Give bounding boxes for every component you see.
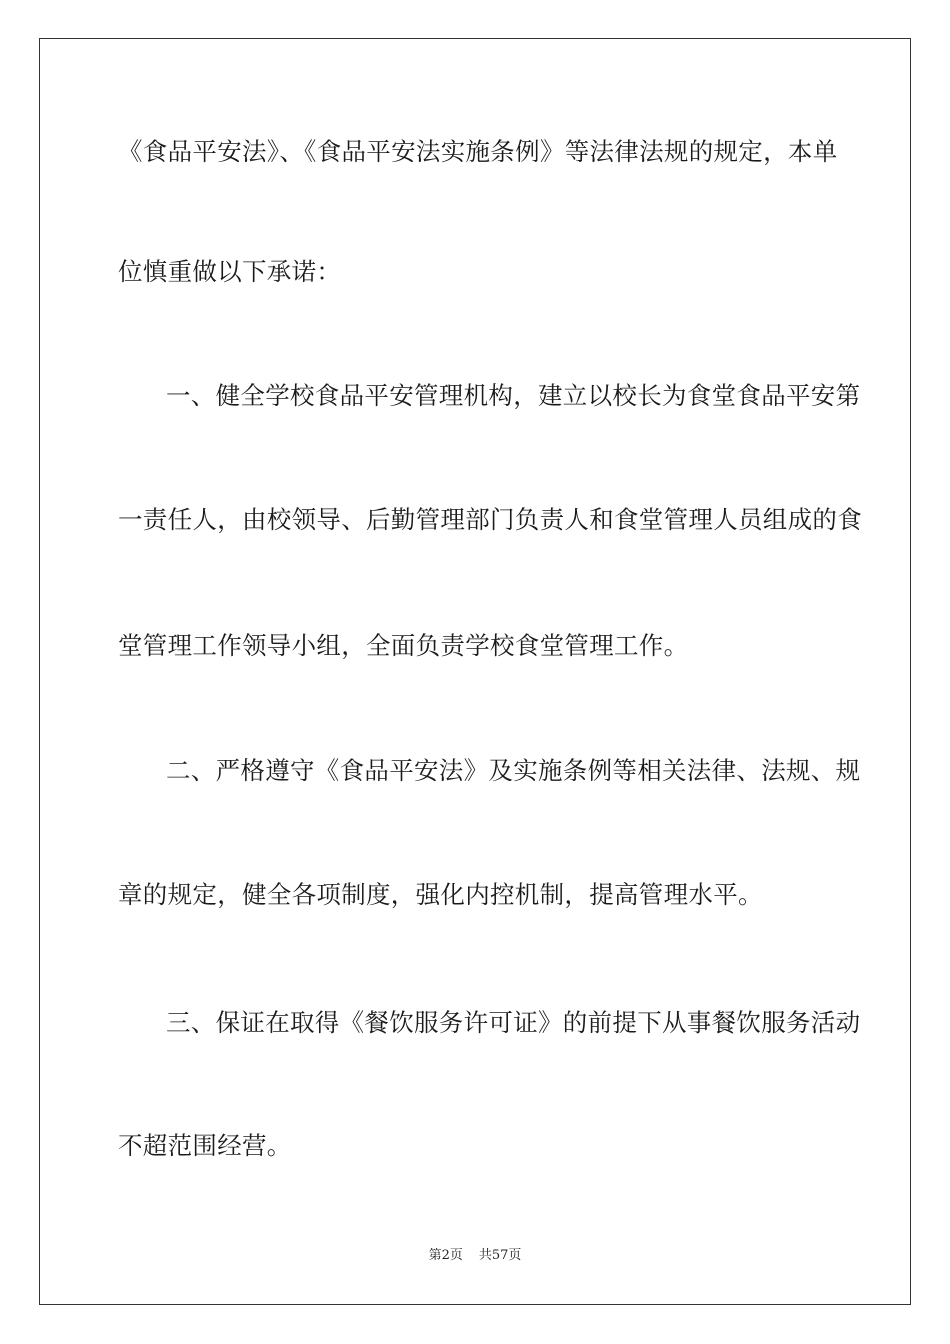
page-number: 第2页 (428, 1248, 463, 1263)
page-total: 共57页 (478, 1248, 522, 1263)
page-footer (0, 1248, 950, 1264)
body-line-6: 二、严格遵守《食品平安法》及实施条例等相关法律、法规、规 (166, 756, 861, 785)
body-line-7: 章的规定，健全各项制度，强化内控机制，提高管理水平。 (118, 880, 763, 909)
page-border (39, 38, 911, 1305)
body-line-4: 一责任人，由校领导、后勤管理部门负责人和食堂管理人员组成的食 (118, 505, 862, 534)
body-line-2: 位慎重做以下承诺： (118, 257, 342, 286)
body-line-1: 《食品平安法》、《食品平安法实施条例》等法律法规的规定，本单 (118, 137, 838, 166)
body-line-3: 一、健全学校食品平安管理机构，建立以校长为食堂食品平安第 (166, 381, 861, 410)
body-line-5: 堂管理工作领导小组，全面负责学校食堂管理工作。 (118, 631, 689, 660)
body-line-9: 不超范围经营。 (118, 1131, 292, 1160)
body-line-8: 三、保证在取得《餐饮服务许可证》的前提下从事餐饮服务活动 (166, 1008, 861, 1037)
